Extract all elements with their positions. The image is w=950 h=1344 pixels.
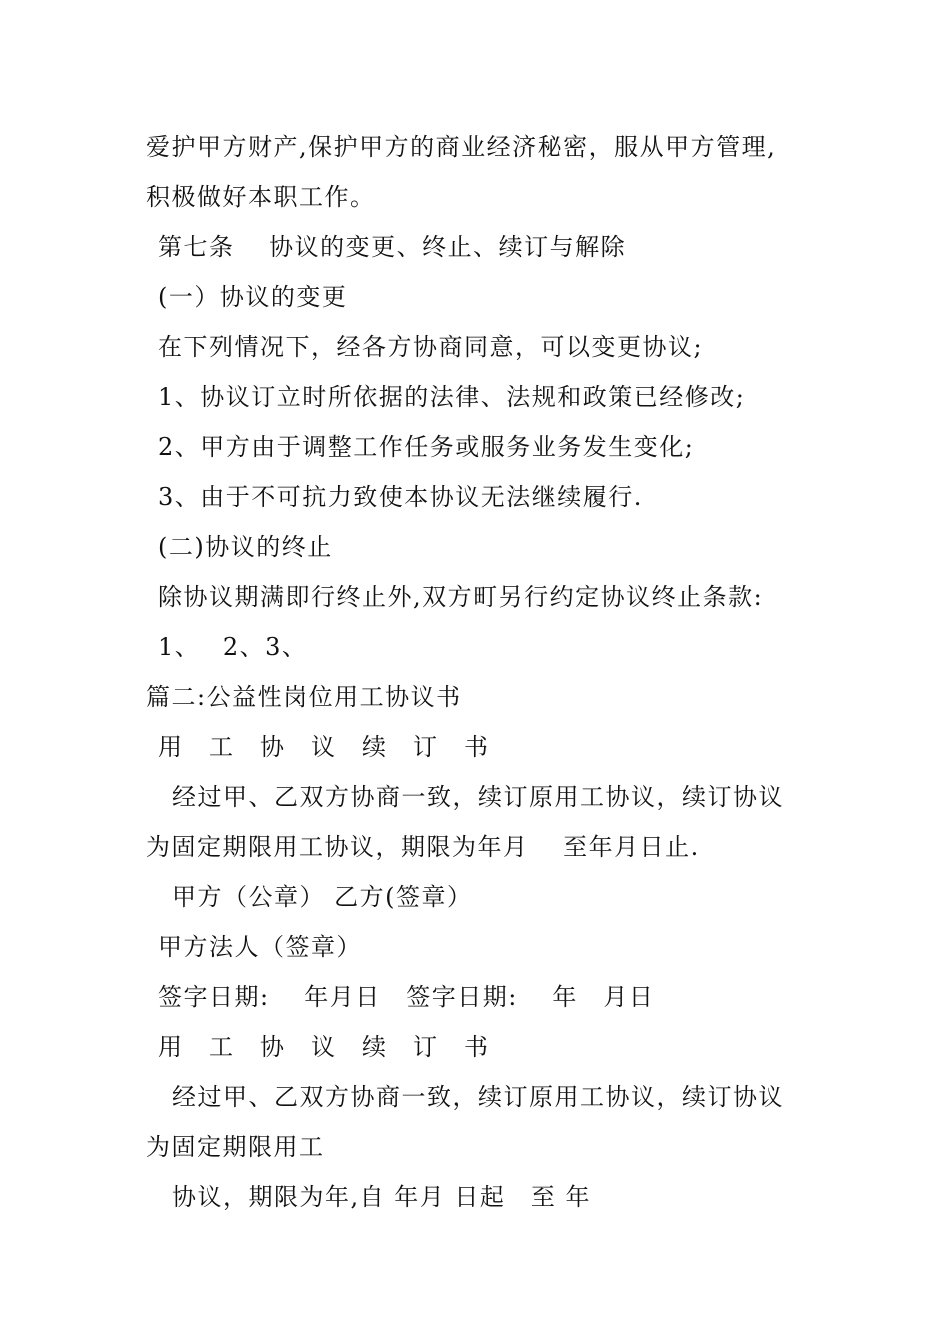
- text-line: 经过甲、乙双方协商一致，续订原用工协议，续订协议: [172, 1083, 784, 1111]
- list-item: 3、由于不可抗力致使本协议无法继续履行.: [158, 483, 643, 511]
- text-line: 协议，期限为年,自 年月 日起 至 年: [172, 1183, 592, 1211]
- text-line: 为固定期限用工: [146, 1133, 325, 1161]
- article-title: 篇二:公益性岗位用工协议书: [146, 683, 462, 711]
- list-item: 1、 2、3、: [158, 633, 308, 661]
- subsection-heading: (一）协议的变更: [158, 283, 348, 311]
- text-line: 为固定期限用工协议，期限为年月 至年月日止.: [146, 833, 700, 861]
- subsection-heading: (二)协议的终止: [158, 533, 333, 561]
- list-item: 1、协议订立时所依据的法律、法规和政策已经修改;: [158, 383, 746, 411]
- list-item: 2、甲方由于调整工作任务或服务业务发生变化;: [158, 433, 695, 461]
- text-line: 在下列情况下，经各方协商同意，可以变更协议;: [158, 333, 704, 361]
- signature-line: 甲方法人（签章）: [158, 933, 362, 961]
- signature-line: 甲方（公章） 乙方(签章）: [172, 883, 473, 911]
- section-heading: 第七条 协议的变更、终止、续订与解除: [158, 233, 627, 261]
- text-line: 积极做好本职工作。: [146, 183, 376, 211]
- agreement-title: 用 工 协 议 续 订 书: [158, 1033, 490, 1061]
- text-line: 除协议期满即行终止外,双方町另行约定协议终止条款:: [158, 583, 764, 611]
- text-line: 经过甲、乙双方协商一致，续订原用工协议，续订协议: [172, 783, 784, 811]
- text-line: 爱护甲方财产,保护甲方的商业经济秘密，服从甲方管理,: [146, 133, 777, 161]
- agreement-title: 用 工 协 议 续 订 书: [158, 733, 490, 761]
- date-line: 签字日期: 年月日 签字日期: 年 月日: [158, 983, 655, 1011]
